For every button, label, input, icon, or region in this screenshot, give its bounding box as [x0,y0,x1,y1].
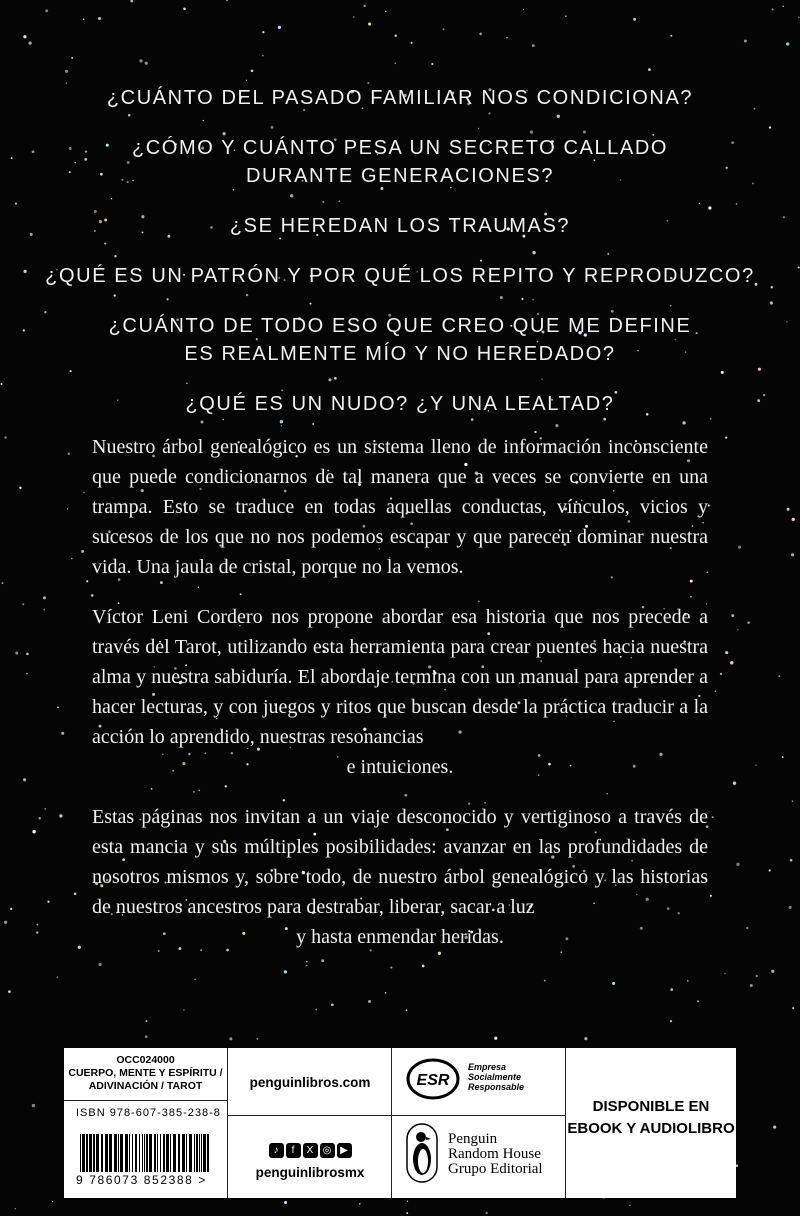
availability-text [566,1096,736,1140]
question-line: ¿QUÉ ES UN NUDO? ¿Y UNA LEALTAD? [185,393,615,415]
category-code: OCC024000 [116,1054,175,1066]
esr-text [468,1062,524,1092]
facebook-icon[interactable]: f [286,1143,301,1158]
question-line: ¿SE HEREDAN LOS TRAUMAS? [229,215,571,237]
questions-block [0,84,800,440]
synopsis [92,432,708,972]
category-line: CUERPO, MENTE Y ESPÍRITU / [68,1067,223,1079]
question [0,212,800,240]
availability-line: DISPONIBLE EN [592,1098,710,1115]
availability-cell [566,1048,736,1198]
website-cell [228,1048,392,1198]
instagram-icon[interactable]: ◎ [320,1143,335,1158]
paragraph-text: Estas páginas nos invitan a un viaje desconocido y vertiginoso a través de esta mancia y sus múltiples posibilidades: avanzar en las profundidades de nosotros mismos y, sobre todo, de nuestro árbol genealógico y las historias de nuestros ancestros para destrabar, liberar, sacar a luz [92,806,708,918]
category-line: ADIVINACIÓN / TAROT [88,1080,203,1092]
question-line: ¿CUÁNTO DE TODO ESO QUE CREO QUE ME DEFINE [108,315,692,337]
social-icons [228,1140,392,1158]
question [0,312,800,368]
paragraph-last-line: y hasta enmendar heridas. [296,926,504,948]
tiktok-icon[interactable]: ♪ [269,1143,284,1158]
question-line: ¿CÓMO Y CUÁNTO PESA UN SECRETO CALLADO [131,137,669,159]
barcode-panel [64,1048,736,1198]
barcode-digits: 9 786073 852388 > [76,1173,207,1187]
question-line: ¿CUÁNTO DEL PASADO FAMILIAR NOS CONDICIONA? [106,87,694,109]
publisher-line: Penguin [448,1131,498,1147]
publisher-line: Random House [448,1146,541,1162]
category-block [64,1048,227,1093]
x-icon[interactable]: X [303,1143,318,1158]
synopsis-paragraph [92,802,708,952]
synopsis-paragraph [92,432,708,582]
question-line: ¿QUÉ ES UN PATRÓN Y POR QUÉ LOS REPITO Y REPRODUZCO? [45,265,755,287]
esr-line: Socialmente [468,1072,522,1082]
youtube-icon[interactable]: ▶ [337,1143,352,1158]
synopsis-paragraph [92,602,708,782]
penguin-logo-icon [406,1123,438,1183]
publisher-name [448,1132,543,1177]
publisher-line: Grupo Editorial [448,1161,543,1177]
isbn-cell [64,1048,228,1198]
paragraph-last-line: Una jaula de cristal, porque no la vemos. [136,556,464,578]
esr-line: Empresa [468,1062,507,1072]
website-link[interactable]: penguinlibros.com [249,1075,371,1090]
barcode-icon [78,1134,214,1174]
esr-logo-icon [406,1058,460,1100]
publisher-cell [392,1048,566,1198]
svg-text:ESR: ESR [416,1072,450,1089]
question-line: DURANTE GENERACIONES? [245,165,555,187]
social-handle[interactable]: penguinlibrosmx [255,1165,365,1180]
paragraph-text: Nuestro árbol genealógico es un sistema lleno de información inconsciente que puede condicionarnos de tal manera que a veces se convierte en una trampa. Esto se traduce en todas aquellas conductas, vínculos, vicios y sucesos de los que no nos podemos escapar y que parecen dominar nuestra vida. [92,436,708,578]
paragraph-text: Víctor Leni Cordero nos propone abordar esa historia que nos precede a través del Tarot, utilizando esta herramienta para crear puentes hacia nuestra alma y nuestra sabiduría. El abordaje termina con un manual para aprender a hacer lecturas, y con juegos y ritos que buscan desde la práctica traducir a la acción lo aprendido, nuestras resonancias [92,606,708,748]
isbn-label: ISBN 978-607-385-238-8 [76,1107,221,1119]
paragraph-last-line: e intuiciones. [346,756,454,778]
question-line: ES REALMENTE MÍO Y NO HEREDADO? [184,343,616,365]
esr-line: Responsable [468,1082,525,1092]
question [0,262,800,290]
availability-line: EBOOK Y AUDIOLIBRO [567,1120,735,1137]
question [0,84,800,112]
question [0,134,800,190]
question [0,390,800,418]
